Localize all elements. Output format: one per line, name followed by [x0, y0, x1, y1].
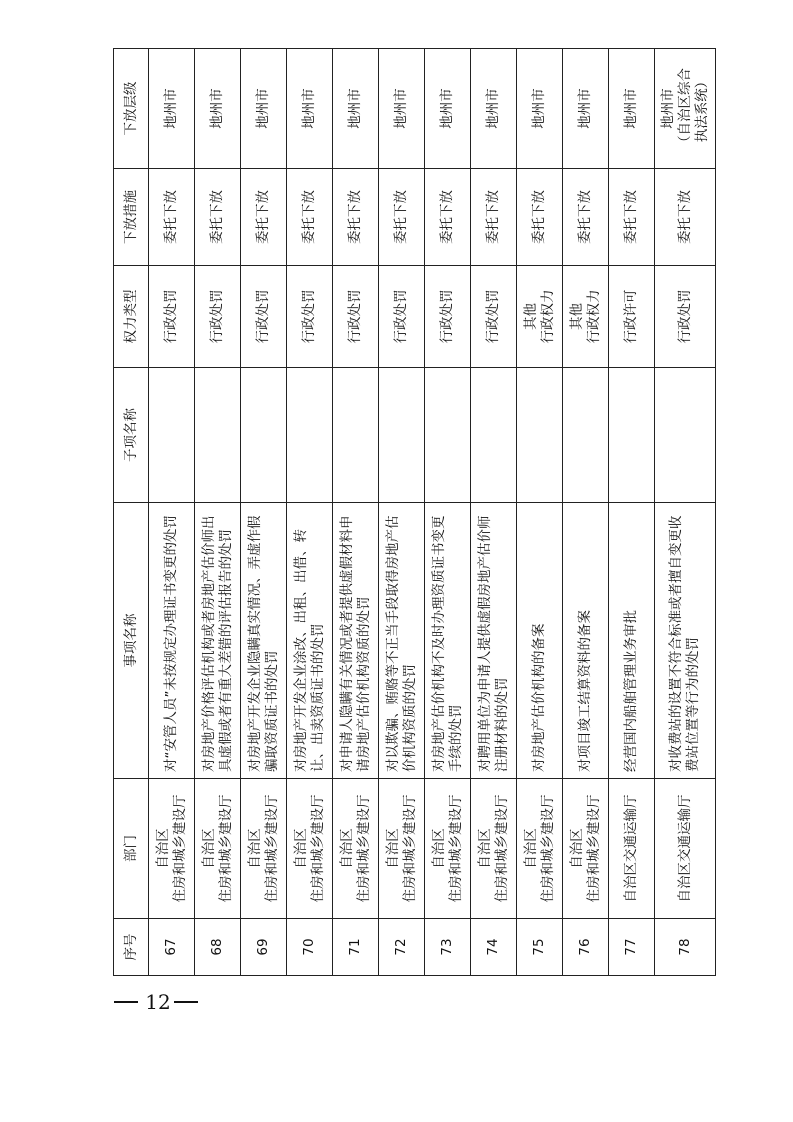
row-level: [195, 49, 241, 169]
row-type: [379, 266, 425, 368]
row-type: [517, 266, 563, 368]
row-type-text: 行政处罚: [301, 289, 317, 344]
row-type: [149, 266, 195, 368]
row-type-text: 行政处罚: [485, 289, 501, 344]
row-sub: [379, 368, 425, 503]
row-measure-text: 委托下放: [347, 190, 363, 244]
row-item-text: 对以欺骗、贿赂等不正当手段取得房地产估价机构资质的处罚: [384, 515, 418, 772]
row-item-text: 对收费站的设置不符合标准或者擅自变更收费站位置等行为的处罚: [668, 515, 701, 772]
row-num: [287, 919, 333, 976]
row-num-text: 67: [163, 938, 179, 956]
row-sub: [195, 368, 241, 503]
table-row: [241, 49, 287, 976]
table-row: [517, 49, 563, 976]
row-sub: [471, 368, 517, 503]
row-dept: [425, 779, 471, 919]
row-item-text: 对项目竣工结算资料的备案: [577, 610, 593, 772]
row-num: [517, 919, 563, 976]
row-item: [195, 503, 241, 779]
row-item-text: 对聘用单位为申请人提供虚假房地产估价师注册材料的处罚: [476, 515, 510, 772]
row-measure-text: 委托下放: [577, 190, 593, 244]
row-dept: [655, 779, 716, 919]
row-measure-text: 委托下放: [623, 190, 639, 244]
row-dept: [149, 779, 195, 919]
row-num: [425, 919, 471, 976]
row-dept: [241, 779, 287, 919]
row-level: [609, 49, 655, 169]
row-level: [379, 49, 425, 169]
row-level: [149, 49, 195, 169]
row-dept: [517, 779, 563, 919]
row-sub: [655, 368, 716, 503]
row-type: [655, 266, 716, 368]
row-item-text: 对房地产开发企业涂改、出租、出借、转让、出卖资质证书的处罚: [292, 529, 326, 772]
row-type: [287, 266, 333, 368]
row-num: [609, 919, 655, 976]
row-level-text: 地州市: [347, 88, 363, 129]
row-type: [425, 266, 471, 368]
table-viewport: [113, 68, 710, 976]
row-num: [655, 919, 716, 976]
row-measure-text: 委托下放: [439, 190, 455, 244]
row-measure: [241, 169, 287, 266]
row-measure: [149, 169, 195, 266]
row-item-text: 对房地产价格评估机构或者房地产估价师出具虚假或者有重大差错的评估报告的处罚: [200, 515, 234, 772]
row-type-text: 行政处罚: [347, 289, 363, 344]
row-level: [241, 49, 287, 169]
row-num: [195, 919, 241, 976]
row-dept: [379, 779, 425, 919]
row-dept-text: 自治区: [246, 828, 263, 869]
row-level-text: （自治区综合: [676, 68, 693, 149]
row-type-text: 行政处罚: [209, 289, 225, 344]
row-type: [333, 266, 379, 368]
row-measure-text: 委托下放: [255, 190, 271, 244]
row-item: [425, 503, 471, 779]
table-row: [287, 49, 333, 976]
row-sub: [287, 368, 333, 503]
row-item: [517, 503, 563, 779]
row-item: [471, 503, 517, 779]
row-dept-text: 自治区: [568, 828, 585, 869]
row-item: [655, 503, 716, 779]
row-measure-text: 委托下放: [531, 190, 547, 244]
row-measure: [425, 169, 471, 266]
row-level-text: 地州市: [623, 88, 639, 129]
row-type-text: 行政处罚: [439, 289, 455, 344]
row-level-text: 地州市: [577, 88, 593, 129]
row-type-text: 行政处罚: [255, 289, 271, 344]
row-num-text: 78: [676, 938, 693, 956]
row-sub: [563, 368, 609, 503]
row-dept-text: 住房和城乡建设厅: [355, 794, 372, 903]
row-num-text: 76: [577, 938, 593, 956]
page-number-text: 12: [145, 990, 171, 1014]
row-level: [471, 49, 517, 169]
row-level: [333, 49, 379, 169]
row-item: [333, 503, 379, 779]
row-measure: [471, 169, 517, 266]
table-row: [149, 49, 195, 976]
table-row: [471, 49, 517, 976]
row-item: [563, 503, 609, 779]
row-dept-text: 自治区交通运输厅: [676, 794, 693, 903]
row-num: [149, 919, 195, 976]
page-number-dash-left: [114, 1001, 138, 1003]
row-type-text: 行政处罚: [676, 289, 693, 344]
row-item: [241, 503, 287, 779]
table-row: [425, 49, 471, 976]
row-num-text: 69: [255, 938, 271, 956]
row-dept-text: 住房和城乡建设厅: [401, 794, 418, 903]
row-measure: [333, 169, 379, 266]
table-row: [333, 49, 379, 976]
header-level: 下放层级: [114, 49, 149, 169]
row-dept-text: 住房和城乡建设厅: [539, 794, 556, 903]
row-type-text: 其他: [522, 303, 539, 330]
page-number-dash-right: [174, 1001, 198, 1003]
row-level-text: 地州市: [301, 88, 317, 129]
row-level: [287, 49, 333, 169]
row-num-text: 70: [301, 938, 317, 956]
row-sub: [333, 368, 379, 503]
row-dept: [287, 779, 333, 919]
table-row: [195, 49, 241, 976]
row-num: [333, 919, 379, 976]
row-num: [379, 919, 425, 976]
row-sub: [609, 368, 655, 503]
row-dept-text: 自治区: [430, 828, 447, 869]
row-item-text: 对“安管人员”未按规定办理证书变更的处罚: [163, 515, 179, 772]
row-sub: [517, 368, 563, 503]
row-measure-text: 委托下放: [209, 190, 225, 244]
row-dept: [609, 779, 655, 919]
row-type-text: 行政权力: [585, 289, 602, 344]
row-sub: [149, 368, 195, 503]
row-dept: [471, 779, 517, 919]
row-type: [563, 266, 609, 368]
row-item: [287, 503, 333, 779]
row-item: [609, 503, 655, 779]
row-num-text: 74: [485, 938, 501, 956]
row-dept-text: 住房和城乡建设厅: [263, 794, 280, 903]
row-num-text: 75: [531, 938, 547, 956]
row-measure-text: 委托下放: [301, 190, 317, 244]
row-dept-text: 住房和城乡建设厅: [217, 794, 234, 903]
header-measure: 下放措施: [114, 169, 149, 266]
row-num-text: 71: [347, 938, 363, 956]
row-level-text: 地州市: [439, 88, 455, 129]
row-measure-text: 委托下放: [163, 190, 179, 244]
row-type-text: 行政处罚: [163, 289, 179, 344]
row-item: [379, 503, 425, 779]
row-type-text: 行政许可: [623, 289, 639, 344]
row-num: [241, 919, 287, 976]
row-level: [655, 49, 716, 169]
row-dept-text: 住房和城乡建设厅: [585, 794, 602, 903]
row-dept-text: 自治区: [384, 828, 401, 869]
row-measure: [379, 169, 425, 266]
row-level-text: 执法系统）: [693, 74, 710, 143]
row-dept: [563, 779, 609, 919]
row-level: [563, 49, 609, 169]
row-level-text: 地州市: [659, 88, 676, 129]
row-level: [517, 49, 563, 169]
row-dept-text: 自治区: [522, 828, 539, 869]
row-measure-text: 委托下放: [676, 190, 693, 244]
row-dept-text: 自治区: [200, 828, 217, 869]
header-sub: 子项名称: [114, 368, 149, 503]
row-level: [425, 49, 471, 169]
row-level-text: 地州市: [209, 88, 225, 129]
row-dept-text: 住房和城乡建设厅: [447, 794, 464, 903]
row-num-text: 68: [209, 938, 225, 956]
row-item-text: 经营国内船舶管理业务审批: [623, 610, 639, 772]
row-type-text: 行政处罚: [393, 289, 409, 344]
row-dept-text: 住房和城乡建设厅: [493, 794, 510, 903]
row-measure: [195, 169, 241, 266]
row-type-text: 行政权力: [539, 289, 556, 344]
row-level-text: 地州市: [255, 88, 271, 129]
table-header-row: [114, 49, 149, 976]
row-sub: [425, 368, 471, 503]
row-num: [563, 919, 609, 976]
row-dept: [333, 779, 379, 919]
header-type: 权力类型: [114, 266, 149, 368]
authority-delegation-table: [113, 48, 716, 976]
row-measure: [517, 169, 563, 266]
row-num: [471, 919, 517, 976]
row-level-text: 地州市: [485, 88, 501, 129]
table-row: [655, 49, 716, 976]
row-item-text: 对申请人隐瞒有关情况或者提供虚假材料申请房地产估价机构资质的处罚: [338, 515, 372, 772]
row-item-text: 对房地产开发企业隐瞒真实情况、弄虚作假骗取资质证书的处罚: [246, 515, 280, 772]
row-dept-text: 自治区: [154, 828, 171, 869]
row-dept-text: 自治区交通运输厅: [623, 794, 639, 903]
row-dept-text: 住房和城乡建设厅: [171, 794, 188, 903]
row-item: [149, 503, 195, 779]
row-measure-text: 委托下放: [485, 190, 501, 244]
row-type: [241, 266, 287, 368]
row-num-text: 73: [439, 938, 455, 956]
row-level-text: 地州市: [163, 88, 179, 129]
row-dept-text: 住房和城乡建设厅: [309, 794, 326, 903]
row-type: [195, 266, 241, 368]
row-dept: [195, 779, 241, 919]
table-row: [609, 49, 655, 976]
row-num-text: 72: [393, 938, 409, 956]
row-type: [609, 266, 655, 368]
row-measure-text: 委托下放: [393, 190, 409, 244]
row-measure: [287, 169, 333, 266]
row-dept-text: 自治区: [338, 828, 355, 869]
row-level-text: 地州市: [531, 88, 547, 129]
row-measure: [655, 169, 716, 266]
row-level-text: 地州市: [393, 88, 409, 129]
row-dept-text: 自治区: [292, 828, 309, 869]
row-measure: [563, 169, 609, 266]
row-measure: [609, 169, 655, 266]
row-item-text: 对房地产估价机构的备案: [531, 623, 547, 772]
row-type: [471, 266, 517, 368]
table-row: [379, 49, 425, 976]
header-dept: 部门: [114, 779, 149, 919]
page-number: [112, 990, 202, 1014]
row-item-text: 对房地产估价机构不及时办理资质证书变更手续的处罚: [430, 515, 464, 772]
row-num-text: 77: [623, 938, 639, 956]
table-row: [563, 49, 609, 976]
header-item: 事项名称: [114, 503, 149, 779]
row-dept-text: 自治区: [476, 828, 493, 869]
row-type-text: 其他: [568, 303, 585, 330]
row-sub: [241, 368, 287, 503]
header-num: 序号: [114, 919, 149, 976]
